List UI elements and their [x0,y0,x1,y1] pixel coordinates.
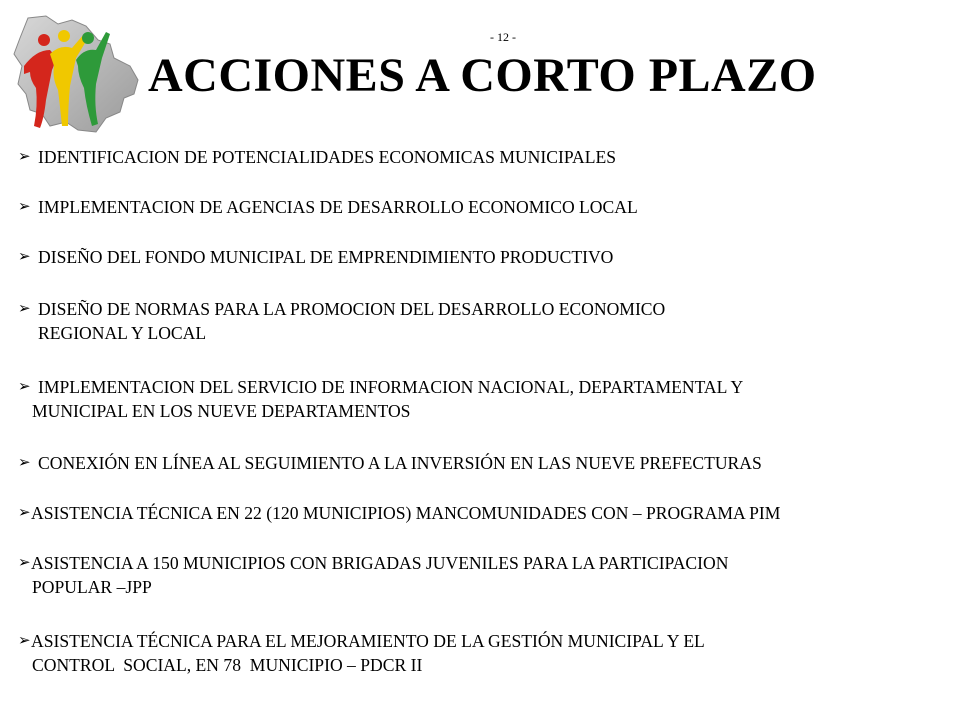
item-text-continuation: CONTROL SOCIAL, EN 78 MUNICIPIO – PDCR II [32,655,423,675]
list-item [18,451,762,475]
list-item [18,297,665,345]
bullet-arrow-icon: ➢ [18,301,31,317]
list-item [18,195,638,219]
list-item [18,551,728,599]
bullet-arrow-icon: ➢ [18,149,31,165]
item-text: CONEXIÓN EN LÍNEA AL SEGUIMIENTO A LA INVERSIÓN EN LAS NUEVE PREFECTURAS [38,453,762,473]
list-item [18,245,613,269]
bullet-arrow-icon: ➢ [18,199,31,215]
item-text-continuation: REGIONAL Y LOCAL [38,323,207,343]
item-text: DISEÑO DE NORMAS PARA LA PROMOCION DEL DESARROLLO ECONOMICO [38,299,666,319]
bullet-arrow-icon: ➢ [18,633,31,649]
list-item [18,375,743,423]
item-text: DISEÑO DEL FONDO MUNICIPAL DE EMPRENDIMIENTO PRODUCTIVO [38,247,614,267]
item-text: IMPLEMENTACION DE AGENCIAS DE DESARROLLO ECONOMICO LOCAL [38,197,638,217]
item-text: IMPLEMENTACION DEL SERVICIO DE INFORMACION NACIONAL, DEPARTAMENTAL Y [38,377,744,397]
item-text-continuation: POPULAR –JPP [32,577,152,597]
list-item [18,629,705,677]
bullet-arrow-icon: ➢ [18,455,31,471]
item-text: ASISTENCIA TÉCNICA PARA EL MEJORAMIENTO DE LA GESTIÓN MUNICIPAL Y EL [31,631,705,651]
list-item [18,501,780,525]
bullet-arrow-icon: ➢ [18,249,31,265]
item-text: ASISTENCIA A 150 MUNICIPIOS CON BRIGADAS JUVENILES PARA LA PARTICIPACION [31,553,729,573]
page-title: ACCIONES A CORTO PLAZO [148,49,817,102]
bullet-arrow-icon: ➢ [18,379,31,395]
item-text-continuation: MUNICIPAL EN LOS NUEVE DEPARTAMENTOS [32,401,411,421]
bullet-arrow-icon: ➢ [18,505,31,521]
bullet-arrow-icon: ➢ [18,555,31,571]
page-number: - 12 - [490,30,516,44]
list-item [18,145,616,169]
item-text: IDENTIFICACION DE POTENCIALIDADES ECONOMICAS MUNICIPALES [38,147,616,167]
item-text: ASISTENCIA TÉCNICA EN 22 (120 MUNICIPIOS) MANCOMUNIDADES CON – PROGRAMA PIM [31,503,781,523]
